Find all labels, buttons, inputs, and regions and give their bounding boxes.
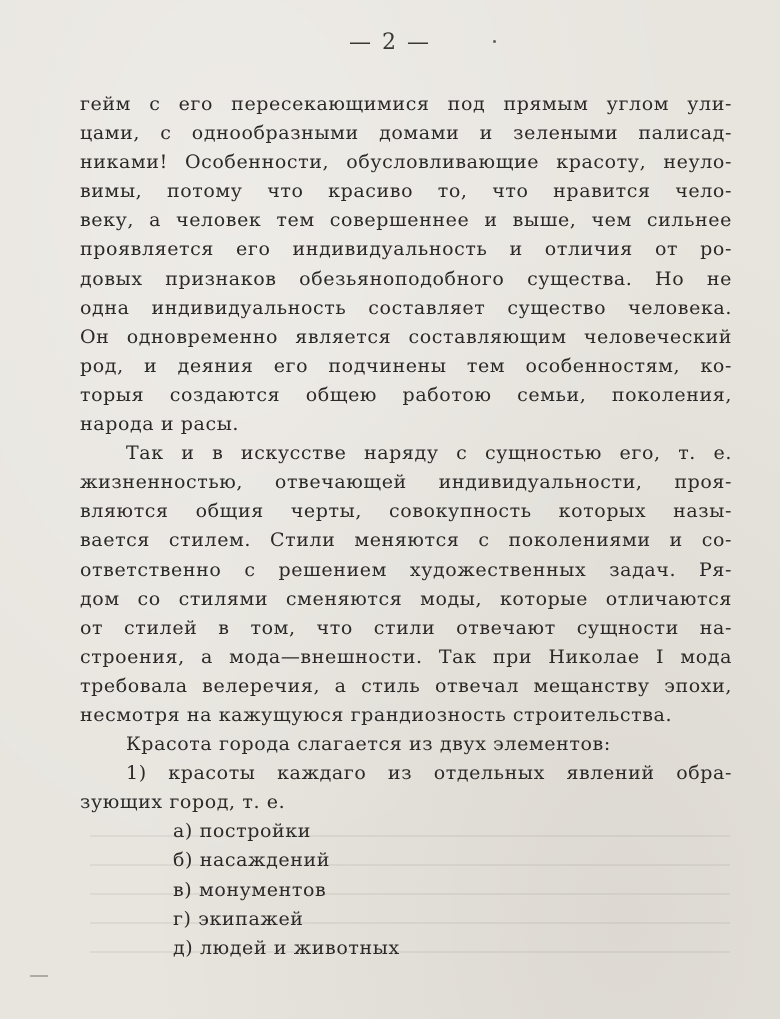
- text-line: Он одновременно является составляющим человеческий: [80, 325, 732, 348]
- text-line: довых признаков обезьяноподобного существа. Но не: [80, 267, 732, 290]
- text-line: гейм с его пересекающимися под прямым углом ули-: [80, 93, 732, 115]
- list-item: в) монументов: [173, 878, 327, 901]
- text-line: род, и деяния его подчинены тем особенностям, ко-: [80, 354, 732, 377]
- list-item: б) насаждений: [173, 849, 331, 872]
- text-line: вимы, потому что красиво то, что нравится чело-: [80, 180, 732, 203]
- text-line: торыя создаются общею работою семьи, поколения,: [80, 383, 732, 406]
- list-item: д) людей и животных: [173, 936, 400, 959]
- text-line: зующих город, т. е.: [80, 791, 286, 814]
- text-line: вляются общия черты, совокупность которых назы-: [80, 500, 732, 523]
- margin-mark: [30, 975, 48, 977]
- text-line: одна индивидуальность составляет существо человека.: [80, 296, 732, 319]
- text-line: несмотря на кажущуюся грандиозность строительства.: [80, 703, 673, 726]
- text-line: требовала велеречия, а стиль отвечал мещанству эпохи,: [80, 674, 732, 697]
- text-line: народа и расы.: [80, 413, 240, 436]
- text-line: цами, с однообразными домами и зелеными палисад-: [80, 122, 732, 145]
- text-line: Так и в искусстве наряду с сущностью его, т. е.: [126, 442, 732, 465]
- text-line: от стилей в том, что стили отвечают сущности на-: [80, 616, 732, 639]
- text-line: никами! Особенности, обусловливающие красоту, неуло-: [80, 151, 732, 174]
- text-line: Красота города слагается из двух элементов:: [126, 733, 611, 756]
- text-line: жизненностью, отвечающей индивидуальности, проя-: [80, 471, 732, 494]
- text-line: вается стилем. Стили меняются с поколениями и со-: [80, 529, 732, 552]
- text-line: веку, а человек тем совершеннее и выше, чем сильнее: [80, 209, 732, 232]
- text-line: дом со стилями сменяются моды, которые отличаются: [80, 587, 732, 610]
- text-line: 1) красоты каждаго из отдельных явлений обра-: [126, 762, 732, 785]
- text-line: проявляется его индивидуальность и отличия от ро-: [80, 238, 732, 261]
- text-line: ответственно с решением художественных задач. Ря-: [80, 558, 732, 581]
- page-number: — 2 —: [349, 30, 431, 55]
- text-line: строения, а мода—внешности. Так при Николае I мода: [80, 645, 732, 668]
- list-item: г) экипажей: [173, 907, 304, 930]
- body-text: [80, 90, 732, 963]
- list-item: а) постройки: [173, 820, 312, 843]
